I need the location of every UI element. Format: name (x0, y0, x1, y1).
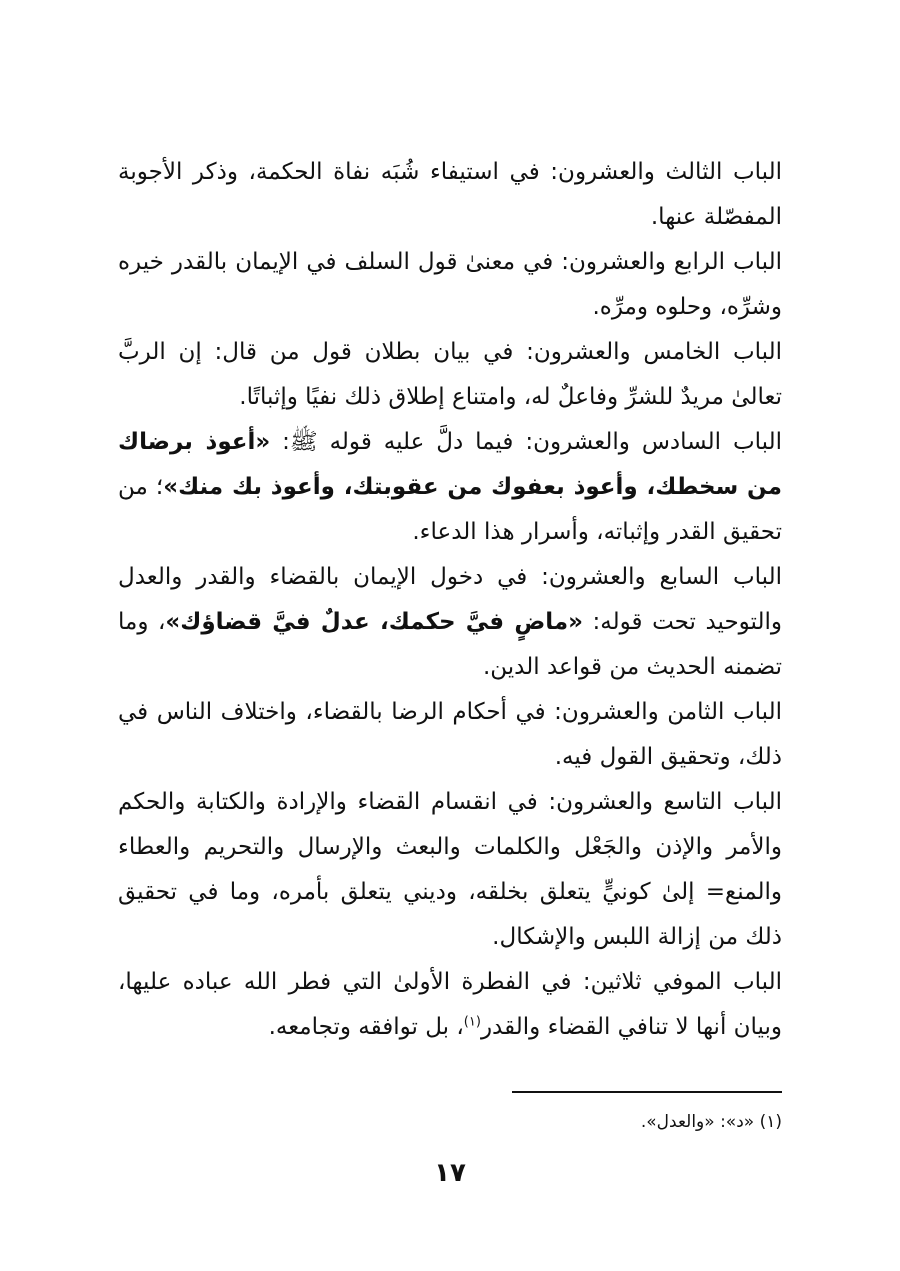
chapter-paragraph (118, 555, 782, 690)
hadith-quote: «أعوذ برضاك من سخطك، وأعوذ بعفوك من عقوبتك، وأعوذ بك منك» (118, 429, 782, 500)
chapter-paragraph (118, 330, 782, 420)
chapter-paragraph (118, 780, 782, 960)
chapter-text: الباب الخامس والعشرون: في بيان بطلان قول من قال: إن الربَّ تعالىٰ مريدٌ للشرِّ وفاعلٌ له، وامتناع إطلاق ذلك نفيًا وإثباتًا. (118, 339, 782, 410)
footnote-text: (١) «د»: «والعدل». (640, 1112, 782, 1132)
footnote-reference[interactable]: (١) (463, 1014, 481, 1030)
hadith-quote: «ماضٍ فيَّ حكمك، عدلٌ فيَّ قضاؤك» (165, 609, 584, 635)
page-number: ١٧ (434, 1158, 466, 1188)
chapter-text: الباب السادس والعشرون: فيما دلَّ عليه قوله ﷺ: (270, 429, 782, 455)
chapter-text: الباب التاسع والعشرون: في انقسام القضاء والإرادة والكتابة والحكم والأمر والإذن والجَعْل والكلمات والبعث والإرسال والتحريم والعطاء والمنع= إلىٰ كونيٍّ يتعلق بخلقه، وديني يتعلق بأمره، وما في تحقيق ذلك من إزالة اللبس والإشكال. (118, 789, 782, 950)
chapter-paragraph (118, 690, 782, 780)
chapter-paragraph (118, 150, 782, 240)
chapter-text: ، بل توافقه وتجامعه. (268, 1014, 464, 1040)
footnote (118, 1108, 782, 1136)
chapter-text: الباب الرابع والعشرون: في معنىٰ قول السلف في الإيمان بالقدر خيره وشرِّه، وحلوه ومرِّه. (118, 249, 782, 320)
chapter-text: ؛ من تحقيق القدر وإثباته، وأسرار هذا الدعاء. (118, 474, 782, 545)
chapter-list (118, 150, 782, 1050)
footnote-divider (512, 1091, 782, 1093)
chapter-text: الباب الثالث والعشرون: في استيفاء شُبَه نفاة الحكمة، وذكر الأجوبة المفصّلة عنها. (118, 159, 782, 230)
chapter-paragraph (118, 240, 782, 330)
chapter-paragraph (118, 420, 782, 555)
chapter-text: الباب الثامن والعشرون: في أحكام الرضا بالقضاء، واختلاف الناس في ذلك، وتحقيق القول فيه. (118, 699, 782, 770)
chapter-text: ، وما تضمنه الحديث من قواعد الدين. (118, 609, 782, 680)
chapter-text: الباب السابع والعشرون: في دخول الإيمان بالقضاء والقدر والعدل والتوحيد تحت قوله: (118, 564, 782, 635)
chapter-text: الباب الموفي ثلاثين: في الفطرة الأولىٰ التي فطر الله عباده عليها، وبيان أنها لا تنافي القضاء والقدر (118, 969, 782, 1040)
chapter-paragraph (118, 960, 782, 1050)
